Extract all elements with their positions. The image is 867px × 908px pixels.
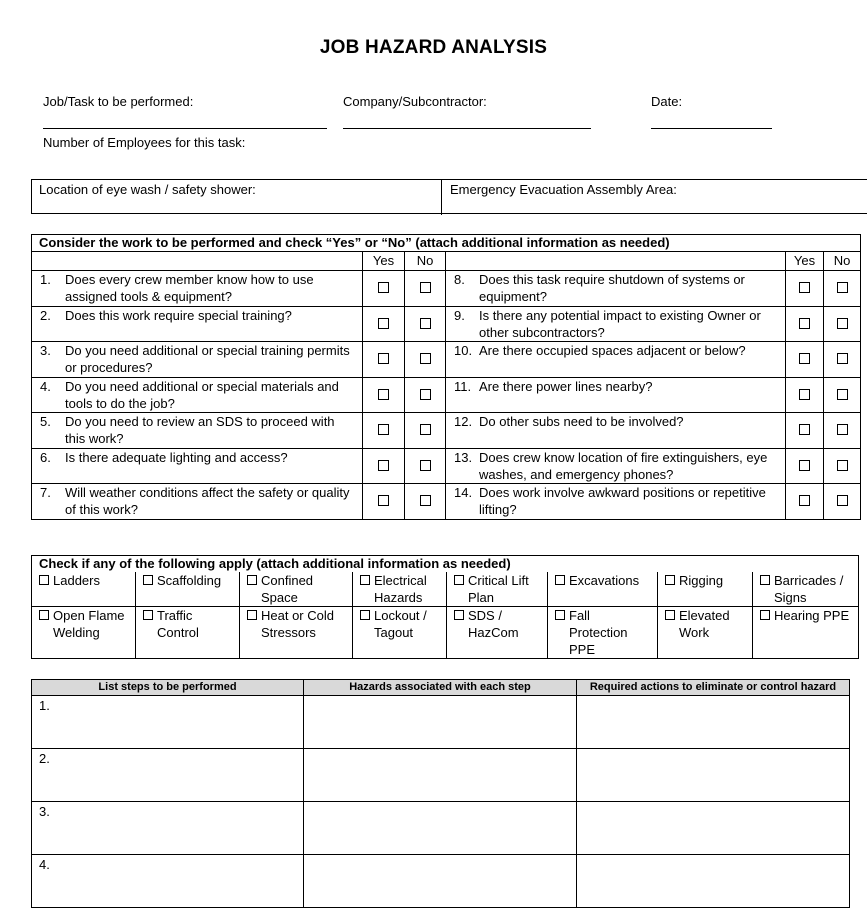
apply-option-label: Barricades /: [774, 573, 844, 588]
no-cell: [824, 307, 861, 342]
yes-checkbox[interactable]: [799, 318, 810, 329]
apply-option-label-line2: Protection PPE: [569, 625, 628, 657]
question-row: [32, 271, 861, 307]
question-number: 12.: [454, 414, 473, 429]
question-number: 5.: [40, 414, 51, 429]
no-checkbox[interactable]: [837, 318, 848, 329]
company-field[interactable]: [343, 128, 591, 129]
question-cell: [446, 378, 786, 413]
apply-option-label-line2: Plan: [468, 590, 495, 605]
apply-option-label: Lockout /: [374, 608, 427, 623]
question-text: Is there any potential impact to existing Owner or other subcontractors?: [479, 308, 761, 340]
yes-header: Yes: [363, 252, 405, 271]
yes-checkbox[interactable]: [799, 495, 810, 506]
checkbox-icon[interactable]: [555, 610, 565, 620]
yes-cell: [363, 378, 405, 413]
yes-checkbox[interactable]: [799, 460, 810, 471]
yes-cell: [786, 449, 824, 484]
yes-checkbox[interactable]: [799, 424, 810, 435]
question-text: Does this task require shutdown of systems or equipment?: [479, 272, 745, 304]
question-cell: [446, 307, 786, 342]
apply-option[interactable]: [136, 607, 240, 659]
question-cell: [32, 484, 363, 520]
apply-option[interactable]: [753, 572, 859, 607]
question-row: [32, 484, 861, 520]
no-cell: [824, 413, 861, 449]
apply-option-label: Scaffolding: [157, 573, 222, 588]
question-number: 14.: [454, 485, 473, 500]
question-cell: [446, 484, 786, 520]
hazard-cell[interactable]: [304, 749, 577, 802]
yes-cell: [363, 271, 405, 307]
no-cell: [824, 449, 861, 484]
question-text: Does crew know location of fire extinguishers, eye washes, and emergency phones?: [479, 450, 768, 482]
no-checkbox[interactable]: [837, 282, 848, 293]
apply-option-label-line2: [665, 589, 752, 606]
yes-cell: [363, 307, 405, 342]
yes-header: Yes: [786, 252, 824, 271]
checkbox-icon[interactable]: [665, 610, 675, 620]
checkbox-icon[interactable]: [454, 575, 464, 585]
question-cell: [446, 342, 786, 378]
apply-option[interactable]: [548, 572, 658, 607]
question-text: Are there occupied spaces adjacent or below?: [479, 343, 746, 358]
question-number: 3.: [40, 343, 51, 358]
action-cell[interactable]: [577, 749, 850, 802]
apply-option-label: Hearing PPE: [774, 608, 850, 623]
yes-cell: [363, 342, 405, 378]
apply-option-label-line2: Hazards: [374, 590, 423, 605]
question-row: [32, 342, 861, 378]
steps-col-header: List steps to be performed: [32, 680, 304, 696]
step-row: [32, 855, 850, 908]
question-number: 10.: [454, 343, 473, 358]
date-label: Date:: [651, 94, 683, 109]
apply-option[interactable]: [753, 607, 859, 659]
no-checkbox[interactable]: [837, 353, 848, 364]
yes-checkbox[interactable]: [378, 460, 389, 471]
yes-cell: [786, 484, 824, 520]
question-text: Is there adequate lighting and access?: [65, 450, 288, 465]
apply-option-label: Rigging: [679, 573, 724, 588]
no-cell: [405, 449, 446, 484]
question-cell: [32, 342, 363, 378]
question-number: 4.: [40, 379, 51, 394]
step-row: [32, 749, 850, 802]
no-cell: [405, 307, 446, 342]
no-cell: [405, 342, 446, 378]
no-checkbox[interactable]: [837, 424, 848, 435]
yes-checkbox[interactable]: [378, 389, 389, 400]
location-divider: [441, 179, 442, 215]
apply-option[interactable]: [353, 572, 447, 607]
yes-checkbox[interactable]: [378, 282, 389, 293]
date-field[interactable]: [651, 128, 772, 129]
apply-option-label-line2: Work: [679, 625, 710, 640]
apply-option-label-line2: Control: [157, 625, 199, 640]
no-header: No: [824, 252, 861, 271]
question-number: 7.: [40, 485, 51, 500]
yes-checkbox[interactable]: [378, 495, 389, 506]
question-text: Do you need to review an SDS to proceed with this work?: [65, 414, 335, 446]
no-checkbox[interactable]: [420, 389, 431, 400]
apply-option-label: Critical Lift: [468, 573, 529, 588]
no-cell: [405, 378, 446, 413]
question-text: Are there power lines nearby?: [479, 379, 653, 394]
checkbox-icon[interactable]: [247, 610, 257, 620]
apply-option-label: Open Flame: [53, 608, 125, 623]
no-cell: [405, 484, 446, 520]
apply-option-label-line2: Space: [261, 590, 298, 605]
apply-option[interactable]: [658, 572, 753, 607]
checkbox-icon[interactable]: [760, 575, 770, 585]
apply-option[interactable]: [447, 572, 548, 607]
no-checkbox[interactable]: [420, 424, 431, 435]
page-title: JOB HAZARD ANALYSIS: [319, 37, 548, 58]
yes-cell: [786, 413, 824, 449]
hazard-cell[interactable]: [304, 802, 577, 855]
apply-option[interactable]: [32, 572, 136, 607]
checkbox-icon[interactable]: [555, 575, 565, 585]
question-text: Do you need additional or special materials and tools to do the job?: [65, 379, 339, 411]
step-cell[interactable]: 2.: [32, 749, 304, 802]
yes-cell: [363, 413, 405, 449]
question-number: 13.: [454, 450, 473, 465]
job-task-field[interactable]: [43, 128, 327, 129]
no-cell: [405, 413, 446, 449]
hazards-col-header: Hazards associated with each step: [304, 680, 577, 696]
questions-header: Consider the work to be performed and check “Yes” or “No” (attach additional information as needed): [32, 235, 861, 252]
company-label: Company/Subcontractor:: [343, 94, 487, 109]
apply-option-label-line2: Signs: [774, 590, 807, 605]
question-text: Does this work require special training?: [65, 308, 292, 323]
question-cell: [32, 413, 363, 449]
question-number: 9.: [454, 308, 465, 323]
yes-cell: [363, 484, 405, 520]
no-checkbox[interactable]: [420, 460, 431, 471]
question-row: [32, 378, 861, 413]
checkbox-icon[interactable]: [39, 610, 49, 620]
yes-cell: [363, 449, 405, 484]
question-text: Do other subs need to be involved?: [479, 414, 684, 429]
question-row: [32, 307, 861, 342]
yes-checkbox[interactable]: [378, 318, 389, 329]
action-cell[interactable]: [577, 696, 850, 749]
action-cell[interactable]: [577, 802, 850, 855]
checkbox-icon[interactable]: [454, 610, 464, 620]
step-row: [32, 696, 850, 749]
checkbox-icon[interactable]: [247, 575, 257, 585]
apply-option-label: SDS /: [468, 608, 502, 623]
yes-cell: [786, 378, 824, 413]
apply-option[interactable]: [447, 607, 548, 659]
question-number: 8.: [454, 272, 465, 287]
apply-option[interactable]: [32, 607, 136, 659]
no-checkbox[interactable]: [837, 460, 848, 471]
job-task-label: Job/Task to be performed:: [43, 94, 194, 109]
apply-header: Check if any of the following apply (attach additional information as needed): [32, 556, 859, 573]
questions-table: [31, 234, 861, 520]
apply-option-label-line2: Stressors: [261, 625, 316, 640]
eyewash-label: Location of eye wash / safety shower:: [39, 182, 256, 197]
checkbox-icon[interactable]: [665, 575, 675, 585]
no-checkbox[interactable]: [420, 282, 431, 293]
no-cell: [405, 271, 446, 307]
no-checkbox[interactable]: [837, 389, 848, 400]
apply-option-label: Heat or Cold: [261, 608, 334, 623]
action-cell[interactable]: [577, 855, 850, 908]
actions-col-header: Required actions to eliminate or control hazard: [577, 680, 850, 696]
question-number: 1.: [40, 272, 51, 287]
apply-table: [31, 555, 859, 659]
checkbox-icon[interactable]: [360, 610, 370, 620]
yes-checkbox[interactable]: [799, 389, 810, 400]
step-cell[interactable]: 3.: [32, 802, 304, 855]
question-cell: [446, 449, 786, 484]
apply-option-label: Elevated: [679, 608, 730, 623]
apply-option-label: Ladders: [53, 573, 100, 588]
step-row: [32, 802, 850, 855]
apply-option-label-line2: Welding: [53, 625, 100, 640]
apply-option-label: Fall: [569, 608, 590, 623]
question-row: [32, 413, 861, 449]
apply-option[interactable]: [240, 572, 353, 607]
checkbox-icon[interactable]: [360, 575, 370, 585]
apply-option-label-line2: [39, 589, 135, 606]
yes-cell: [786, 342, 824, 378]
no-cell: [824, 484, 861, 520]
steps-table: [31, 679, 850, 908]
no-cell: [824, 271, 861, 307]
apply-option-label: Confined: [261, 573, 314, 588]
question-text: Do you need additional or special training permits or procedures?: [65, 343, 350, 375]
question-text: Does work involve awkward positions or repetitive lifting?: [479, 485, 766, 517]
blank-cell: [446, 252, 786, 271]
no-header: No: [405, 252, 446, 271]
no-checkbox[interactable]: [420, 318, 431, 329]
checkbox-icon[interactable]: [760, 610, 770, 620]
hazard-cell[interactable]: [304, 855, 577, 908]
question-text: Will weather conditions affect the safety or quality of this work?: [65, 485, 350, 517]
question-cell: [446, 413, 786, 449]
yes-checkbox[interactable]: [378, 353, 389, 364]
question-cell: [32, 378, 363, 413]
blank-cell: [32, 252, 363, 271]
no-cell: [824, 378, 861, 413]
question-number: 11.: [454, 379, 472, 394]
apply-option-label: Excavations: [569, 573, 640, 588]
num-employees-label: Number of Employees for this task:: [43, 135, 246, 150]
yes-cell: [786, 271, 824, 307]
apply-option-label: Traffic: [157, 608, 193, 623]
question-number: 2.: [40, 308, 51, 323]
no-checkbox[interactable]: [420, 353, 431, 364]
apply-option[interactable]: [658, 607, 753, 659]
yes-cell: [786, 307, 824, 342]
no-cell: [824, 342, 861, 378]
step-cell[interactable]: 1.: [32, 696, 304, 749]
apply-option-label-line2: [555, 589, 657, 606]
apply-option-label-line2: HazCom: [468, 625, 519, 640]
question-number: 6.: [40, 450, 51, 465]
no-checkbox[interactable]: [420, 495, 431, 506]
checkbox-icon[interactable]: [39, 575, 49, 585]
checkbox-icon[interactable]: [143, 610, 153, 620]
assembly-label: Emergency Evacuation Assembly Area:: [450, 182, 677, 197]
checkbox-icon[interactable]: [143, 575, 153, 585]
yes-checkbox[interactable]: [378, 424, 389, 435]
apply-option-label-line2: Tagout: [374, 625, 414, 640]
question-cell: [32, 449, 363, 484]
question-cell: [446, 271, 786, 307]
yes-checkbox[interactable]: [799, 282, 810, 293]
no-checkbox[interactable]: [837, 495, 848, 506]
yes-checkbox[interactable]: [799, 353, 810, 364]
question-cell: [32, 307, 363, 342]
apply-option-label-line2: [143, 589, 239, 606]
apply-option[interactable]: [353, 607, 447, 659]
question-text: Does every crew member know how to use assigned tools & equipment?: [65, 272, 314, 304]
apply-option[interactable]: [548, 607, 658, 659]
apply-option[interactable]: [240, 607, 353, 659]
apply-option[interactable]: [136, 572, 240, 607]
hazard-cell[interactable]: [304, 696, 577, 749]
step-cell[interactable]: 4.: [32, 855, 304, 908]
apply-option-label: Electrical: [374, 573, 427, 588]
question-cell: [32, 271, 363, 307]
apply-option-label-line2: [760, 624, 858, 641]
question-row: [32, 449, 861, 484]
